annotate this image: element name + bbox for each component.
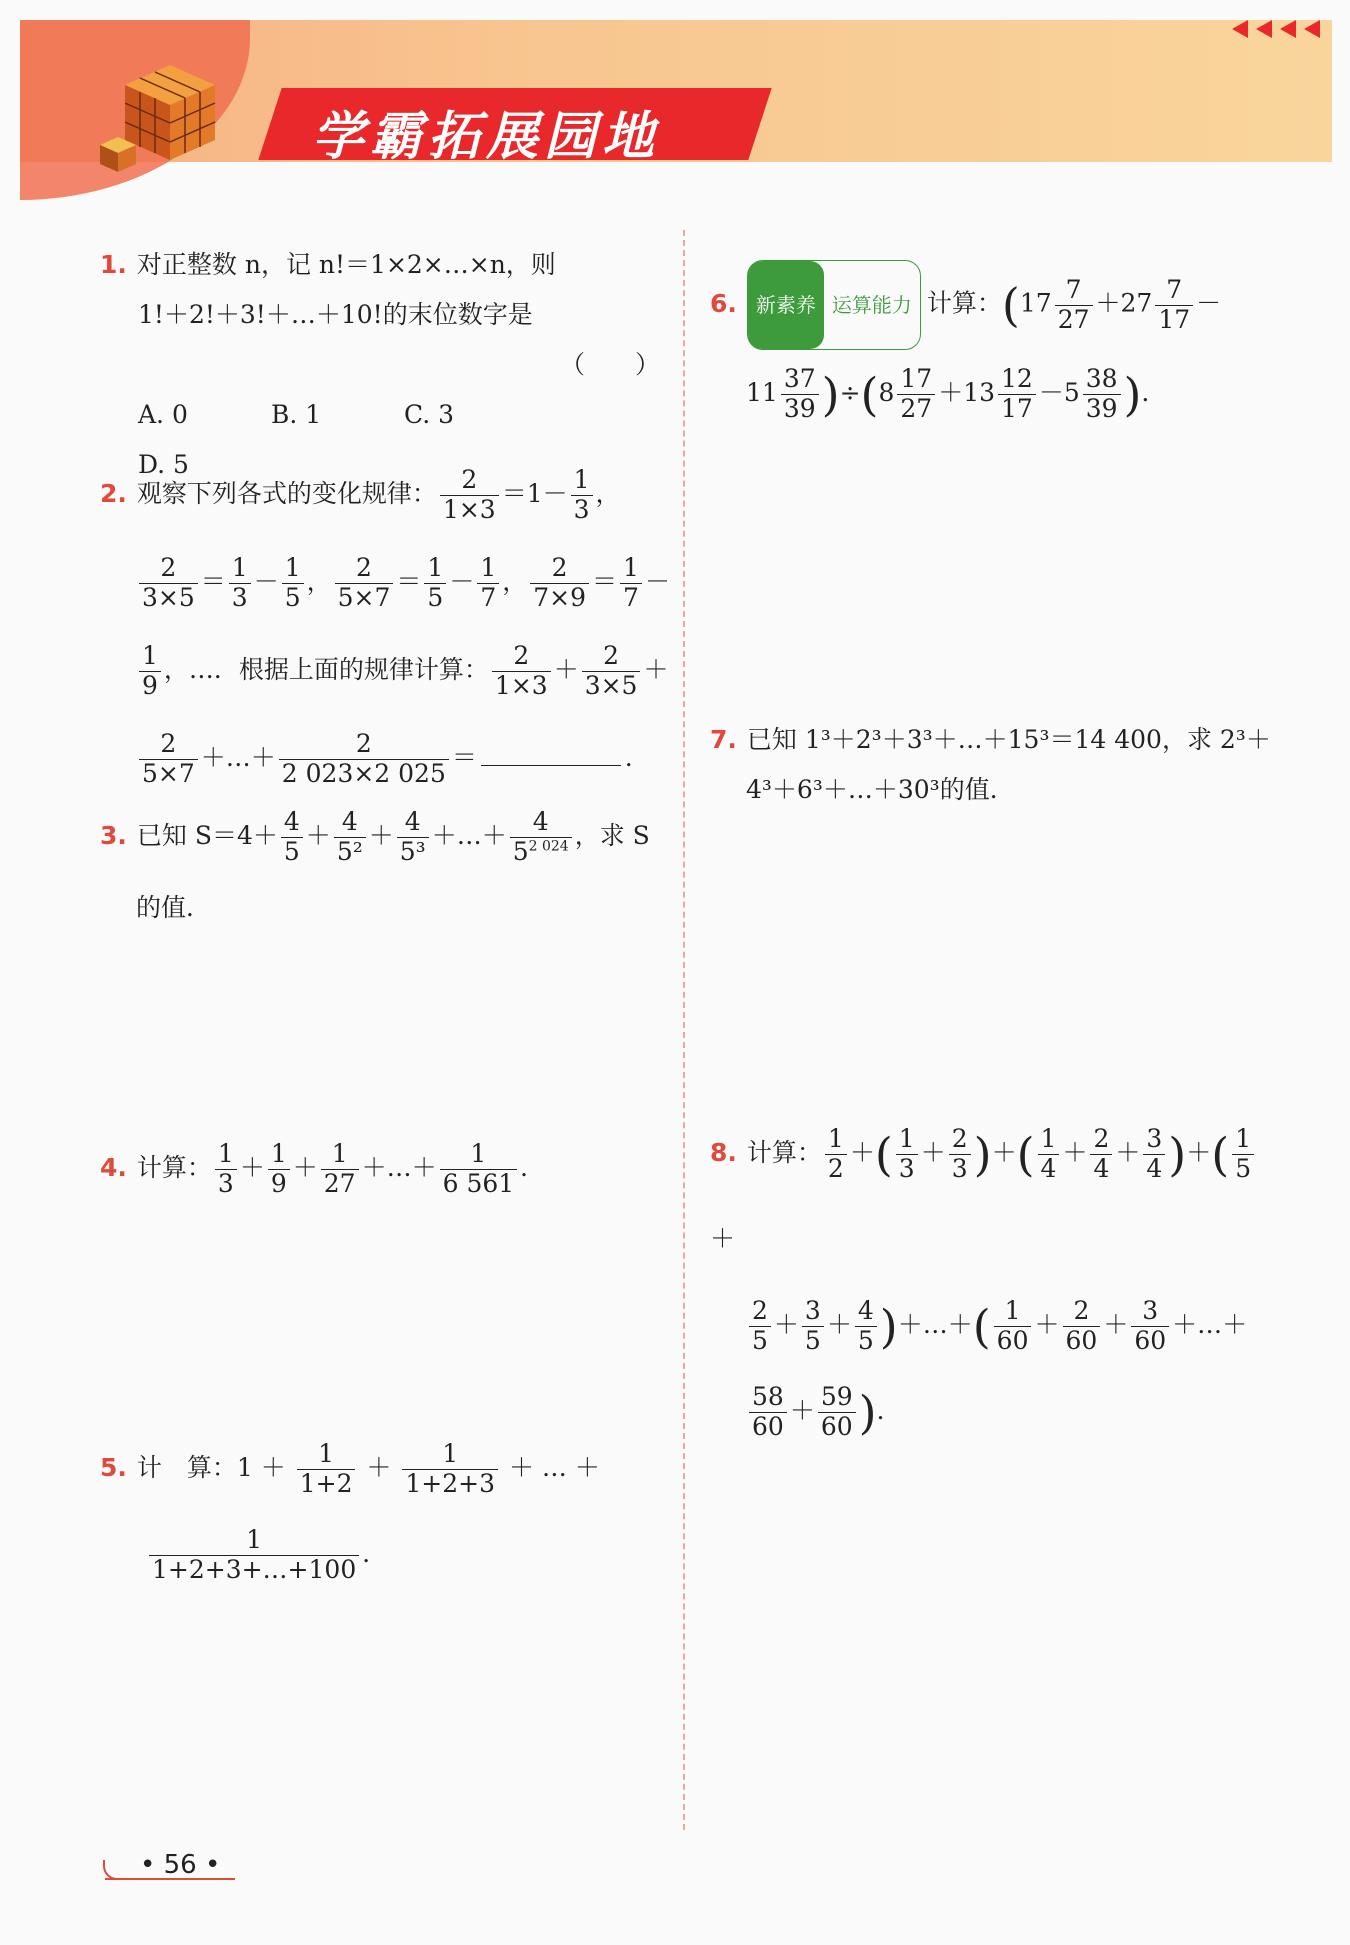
arrow-decoration	[1232, 20, 1320, 38]
question-text: 的值．	[136, 893, 212, 922]
question-text: 计算：	[746, 1138, 822, 1167]
question-text: 对正整数 n，记 n!＝1×2×…×n，则	[136, 250, 556, 279]
arrow-left-icon	[1256, 20, 1272, 38]
answer-paren: （ ）	[559, 350, 660, 379]
question-6: 6. 新素养 运算能力 计算：(17 $\frac{7}{27}$ ＋27 $\frac{7}{17}$ － 11 $\frac{37}{39}$ )÷(8 $\frac{17}{27}$ ＋13 $\frac{12}{17}$ －5 $\frac{38}{39}$ )．	[710, 260, 1280, 436]
arrow-left-icon	[1304, 20, 1320, 38]
period: ．	[624, 743, 650, 772]
question-7	[710, 715, 1280, 815]
column-divider	[683, 230, 685, 1830]
arrow-left-icon	[1280, 20, 1296, 38]
question-text: ，求 S	[574, 821, 650, 850]
question-number: 3.	[100, 821, 127, 850]
question-text: 计算：	[926, 288, 1002, 318]
page-number-decoration	[103, 1860, 133, 1880]
arrow-left-icon	[1232, 20, 1248, 38]
question-text: 计算：	[136, 1152, 212, 1182]
question-2: 2. 观察下列各式的变化规律： $\frac{2}{1\times 3}$ ＝1－ $\frac{1}{3}$ ， $\frac{2}{3\times 5}$ ＝ $\frac{1}{3}$ － $\frac{1}{5}$ ， $\frac{2}{5\times 7}$ ＝ $\frac{1}{5}$ － $\frac{1}{7}$ ， $\frac{2}{7\times 9}$ ＝ $\frac{1}{7}$ － $\frac{1}{9}$ ，…．根据上面的规律计算： $\frac{2}{1\times 3}$ ＋ $\frac{2}{3\times 5}$ ＋ $\frac{2}{5\times 7}$ ＋…＋ $\frac{2}{2 023\times 2 025}$ ＝ ．	[100, 465, 670, 788]
question-5: 5. 计 算：1 ＋ $\frac{1}{1+2}$ ＋ $\frac{1}{1+2+3}$ ＋ … ＋ $\frac{1}{1+2+3+\dots+100}$ ．	[100, 1439, 600, 1584]
question-4: 4. 计算： $\frac{1}{3}$ ＋ $\frac{1}{9}$ ＋ $\frac{1}{27}$ ＋…＋ $\frac{1}{6 561}$ ．	[100, 1139, 546, 1198]
option-b: B. 1	[271, 400, 322, 429]
option-c: C. 3	[404, 400, 455, 429]
question-number: 6.	[710, 288, 737, 318]
page-title: 学霸拓展园地	[312, 107, 661, 167]
question-text: 已知 S＝4＋	[136, 821, 278, 850]
cube-icon	[100, 50, 225, 175]
question-text: ，…．根据上面的规律计算：	[163, 655, 489, 684]
question-number: 4.	[100, 1152, 127, 1182]
answer-blank	[481, 765, 621, 766]
question-text: 已知 1³＋2³＋3³＋…＋15³＝14 400，求 2³＋	[746, 725, 1271, 754]
question-text: 计 算：1 ＋	[136, 1453, 286, 1482]
question-text: 观察下列各式的变化规律：	[136, 479, 437, 508]
question-number: 1.	[100, 250, 127, 279]
question-3: 3. 已知 S＝4＋ $\frac{4}{5}$ ＋ $\frac{4}{\text{5²}}$ ＋ $\frac{4}{\text{5³}}$ ＋…＋ $\frac{4}{5^{2 024}}$ ，求 S 的值．	[100, 800, 670, 944]
question-text: 4³＋6³＋…＋30³的值．	[746, 775, 1015, 804]
question-number: 2.	[100, 479, 127, 508]
question-number: 8.	[710, 1138, 737, 1167]
badge-label: 新素养	[748, 261, 824, 349]
question-8: 8. 计算： $\frac{1}{2}$ ＋( $\frac{1}{3}$ ＋ $\frac{2}{3}$ )＋( $\frac{1}{4}$ ＋ $\frac{2}{4}$ ＋ $\frac{3}{4}$ )＋( $\frac{1}{5}$ ＋ $\frac{2}{5}$ ＋ $\frac{3}{5}$ ＋ $\frac{4}{5}$ )＋…＋( $\frac{1}{60}$ ＋ $\frac{2}{60}$ ＋ $\frac{3}{60}$ ＋…＋ $\frac{58}{60}$ ＋ $\frac{59}{60}$ )．	[710, 1110, 1280, 1454]
question-number: 5.	[100, 1453, 127, 1482]
literacy-badge	[747, 260, 921, 350]
option-d: D. 5	[138, 450, 189, 479]
question-text: 1!＋2!＋3!＋…＋10!的末位数字是	[138, 300, 533, 329]
page-number: • 56 •	[140, 1850, 221, 1880]
badge-skill: 运算能力	[831, 293, 912, 317]
option-a: A. 0	[138, 400, 188, 429]
question-number: 7.	[710, 725, 737, 754]
